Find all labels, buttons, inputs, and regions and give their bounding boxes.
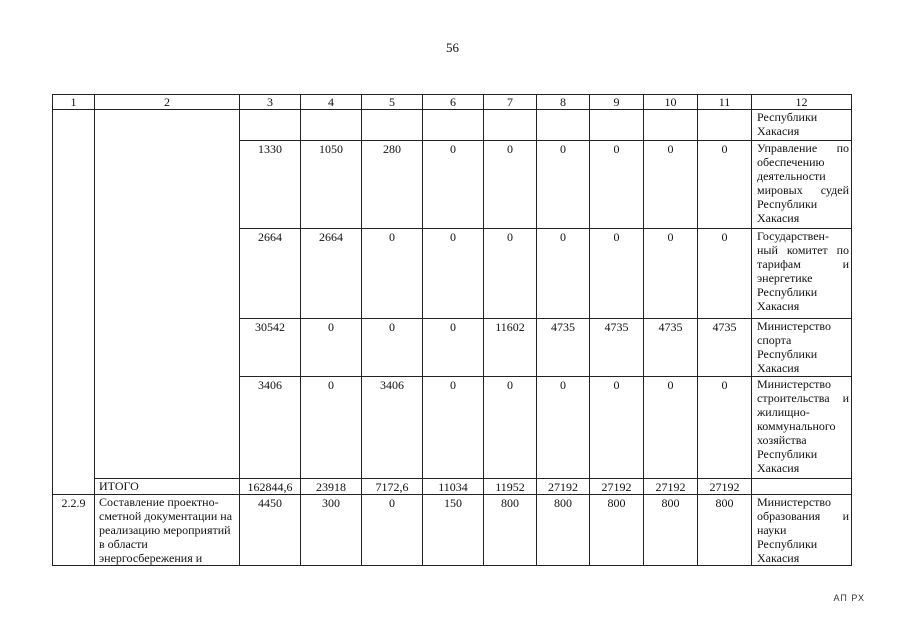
column-header: 9 (590, 95, 644, 110)
value-cell: 800 (698, 495, 752, 566)
value-cell: 4735 (644, 319, 698, 377)
value-cell: 4735 (698, 319, 752, 377)
value-cell (423, 110, 484, 141)
value-cell: 0 (644, 229, 698, 319)
value-cell: 11602 (484, 319, 537, 377)
value-cell (484, 110, 537, 141)
value-cell: 800 (590, 495, 644, 566)
column-header: 3 (240, 95, 301, 110)
value-cell: 1050 (301, 141, 362, 229)
value-cell: 150 (423, 495, 484, 566)
table-row (53, 110, 852, 141)
organization-cell: Республики Хакасия (752, 110, 852, 141)
organization-cell (752, 479, 852, 495)
total-row (53, 479, 852, 495)
value-cell: 0 (698, 229, 752, 319)
column-header: 8 (537, 95, 590, 110)
table-row (53, 495, 852, 566)
value-cell: 3406 (240, 377, 301, 479)
column-header: 11 (698, 95, 752, 110)
value-cell (644, 110, 698, 141)
column-number-row (53, 95, 852, 110)
value-cell: 0 (423, 229, 484, 319)
value-cell: 4450 (240, 495, 301, 566)
value-cell: 0 (644, 377, 698, 479)
item-number-cell (53, 110, 95, 495)
organization-cell: Министерство образования и науки Республики Хакасия (752, 495, 852, 566)
value-cell: 0 (590, 377, 644, 479)
value-cell: 0 (301, 377, 362, 479)
total-value: 7172,6 (362, 479, 423, 495)
organization-cell: Государствен-ный комитет по тарифам и энергетике Республики Хакасия (752, 229, 852, 319)
organization-cell: Управление по обеспечению деятельности мировых судей Республики Хакасия (752, 141, 852, 229)
value-cell: 0 (644, 141, 698, 229)
value-cell (301, 110, 362, 141)
column-header: 5 (362, 95, 423, 110)
item-number-cell: 2.2.9 (53, 495, 95, 566)
value-cell: 4735 (590, 319, 644, 377)
value-cell: 0 (423, 377, 484, 479)
value-cell: 0 (423, 141, 484, 229)
value-cell: 0 (301, 319, 362, 377)
item-name-cell: Составление проектно-сметной документации на реализацию мероприятий в области энергосбережения и (95, 495, 240, 566)
total-value: 27192 (590, 479, 644, 495)
value-cell: 4735 (537, 319, 590, 377)
organization-cell: Министерство спорта Республики Хакасия (752, 319, 852, 377)
value-cell: 0 (484, 229, 537, 319)
value-cell: 0 (698, 141, 752, 229)
value-cell: 800 (484, 495, 537, 566)
value-cell: 1330 (240, 141, 301, 229)
budget-table (52, 94, 852, 566)
value-cell (240, 110, 301, 141)
value-cell: 0 (362, 229, 423, 319)
value-cell (590, 110, 644, 141)
item-name-cell (95, 110, 240, 479)
value-cell: 0 (484, 141, 537, 229)
total-value: 27192 (698, 479, 752, 495)
total-value: 11034 (423, 479, 484, 495)
column-header: 6 (423, 95, 484, 110)
value-cell: 0 (537, 377, 590, 479)
column-header: 10 (644, 95, 698, 110)
value-cell: 2664 (301, 229, 362, 319)
value-cell: 0 (362, 495, 423, 566)
value-cell (698, 110, 752, 141)
page-number: 56 (446, 40, 459, 55)
total-value: 11952 (484, 479, 537, 495)
value-cell: 0 (362, 319, 423, 377)
value-cell: 0 (590, 229, 644, 319)
column-header: 1 (53, 95, 95, 110)
total-label: ИТОГО (95, 479, 240, 495)
value-cell: 800 (537, 495, 590, 566)
organization-cell: Министерство строительства и жилищно-коммунального хозяйства Республики Хакасия (752, 377, 852, 479)
total-value: 27192 (537, 479, 590, 495)
value-cell: 2664 (240, 229, 301, 319)
value-cell: 0 (537, 141, 590, 229)
column-header: 7 (484, 95, 537, 110)
value-cell: 800 (644, 495, 698, 566)
total-value: 162844,6 (240, 479, 301, 495)
value-cell: 300 (301, 495, 362, 566)
value-cell: 0 (423, 319, 484, 377)
value-cell (537, 110, 590, 141)
footer-stamp: АП РХ (833, 593, 865, 603)
value-cell: 280 (362, 141, 423, 229)
value-cell: 0 (537, 229, 590, 319)
value-cell (362, 110, 423, 141)
value-cell: 0 (590, 141, 644, 229)
value-cell: 3406 (362, 377, 423, 479)
total-value: 27192 (644, 479, 698, 495)
total-value: 23918 (301, 479, 362, 495)
value-cell: 30542 (240, 319, 301, 377)
value-cell: 0 (698, 377, 752, 479)
column-header: 2 (95, 95, 240, 110)
column-header: 4 (301, 95, 362, 110)
column-header: 12 (752, 95, 852, 110)
value-cell: 0 (484, 377, 537, 479)
